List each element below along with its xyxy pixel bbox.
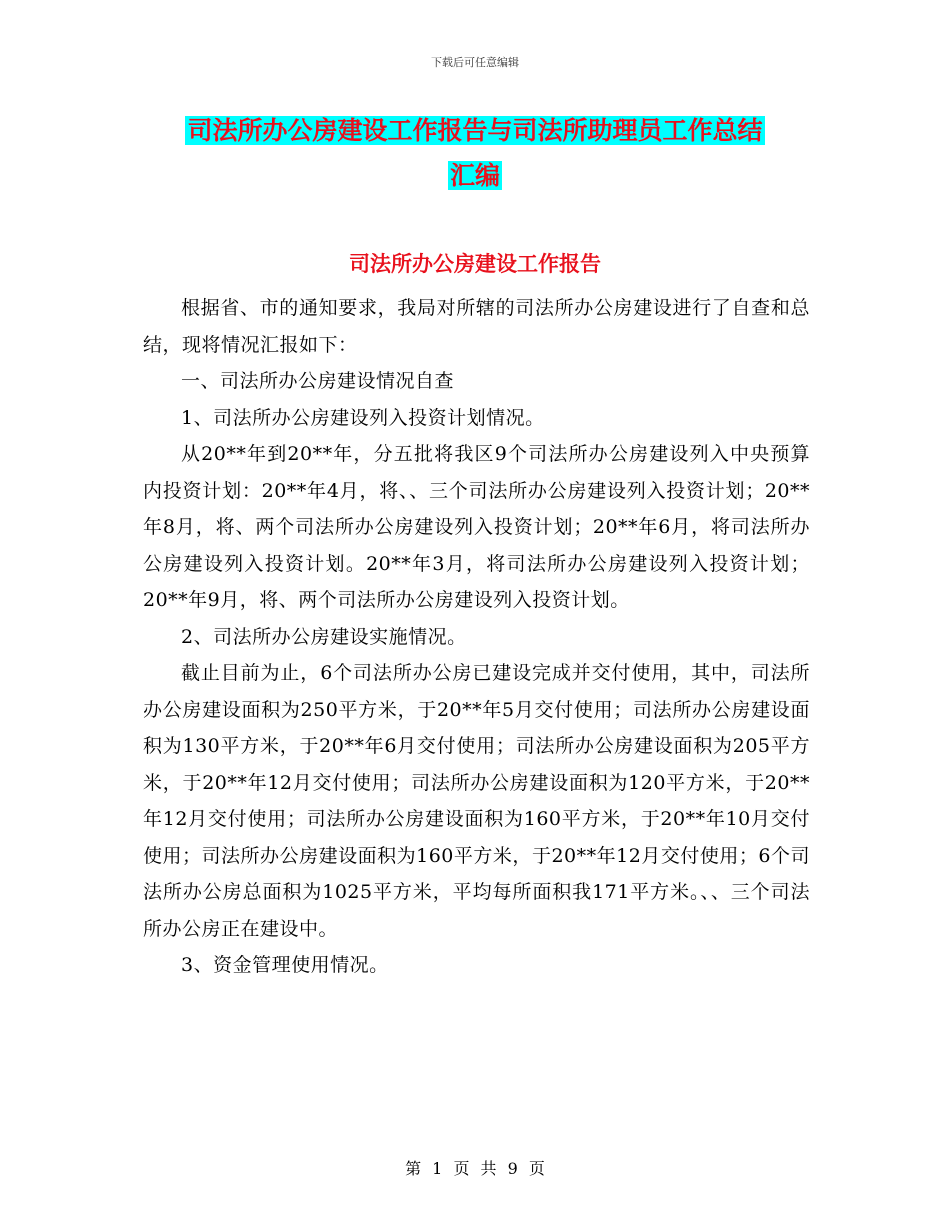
paragraph-subheading-1: 1、司法所办公房建设列入投资计划情况。 [181,406,545,429]
section-title: 司法所办公房建设工作报告 [349,251,601,276]
document-title-line-1: 司法所办公房建设工作报告与司法所助理员工作总结 [187,116,763,145]
document-body [143,290,810,984]
paragraph-intro: 根据省、市的通知要求，我局对所辖的司法所办公房建设进行了自查和总结，现将情况汇报如下： [143,297,810,356]
paragraph-implementation: 截止目前为止，6个司法所办公房已建设完成并交付使用，其中，司法所办公房建设面积为250平方米，于20**年5月交付使用；司法所办公房建设面积为130平方米，于20**年6月交付使用；司法所办公房建设面积为205平方米，于20**年12月交付使用；司法所办公房建设面积为120平方米，于20**年12月交付使用；司法所办公房建设面积为160平方米，于20**年10月交付使用；司法所办公房建设面积为160平方米，于20**年12月交付使用；6个司法所办公房总面积为1025平方米，平均每所面积我171平方米。、、三个司法所办公房正在建设中。 [143,662,810,940]
header-note: 下载后可任意编辑 [431,56,519,69]
document-title [0,108,950,198]
paragraph-subheading-2: 2、司法所办公房建设实施情况。 [181,625,467,648]
paragraph-subheading-3: 3、资金管理使用情况。 [181,954,389,976]
document-title-line-2: 汇编 [449,161,500,190]
paragraph-investment-plan: 从20**年到20**年，分五批将我区9个司法所办公房建设列入中央预算内投资计划：20**年4月，将、、三个司法所办公房建设列入投资计划；20**年8月，将、两个司法所办公房建设列入投资计划；20**年6月，将司法所办公房建设列入投资计划。20**年3月，将司法所办公房建设列入投资计划；20**年9月，将、两个司法所办公房建设列入投资计划。 [143,443,810,611]
page-number-footer: 第 1 页 共 9 页 [405,1159,545,1178]
paragraph-heading-1: 一、司法所办公房建设情况自查 [181,370,455,392]
